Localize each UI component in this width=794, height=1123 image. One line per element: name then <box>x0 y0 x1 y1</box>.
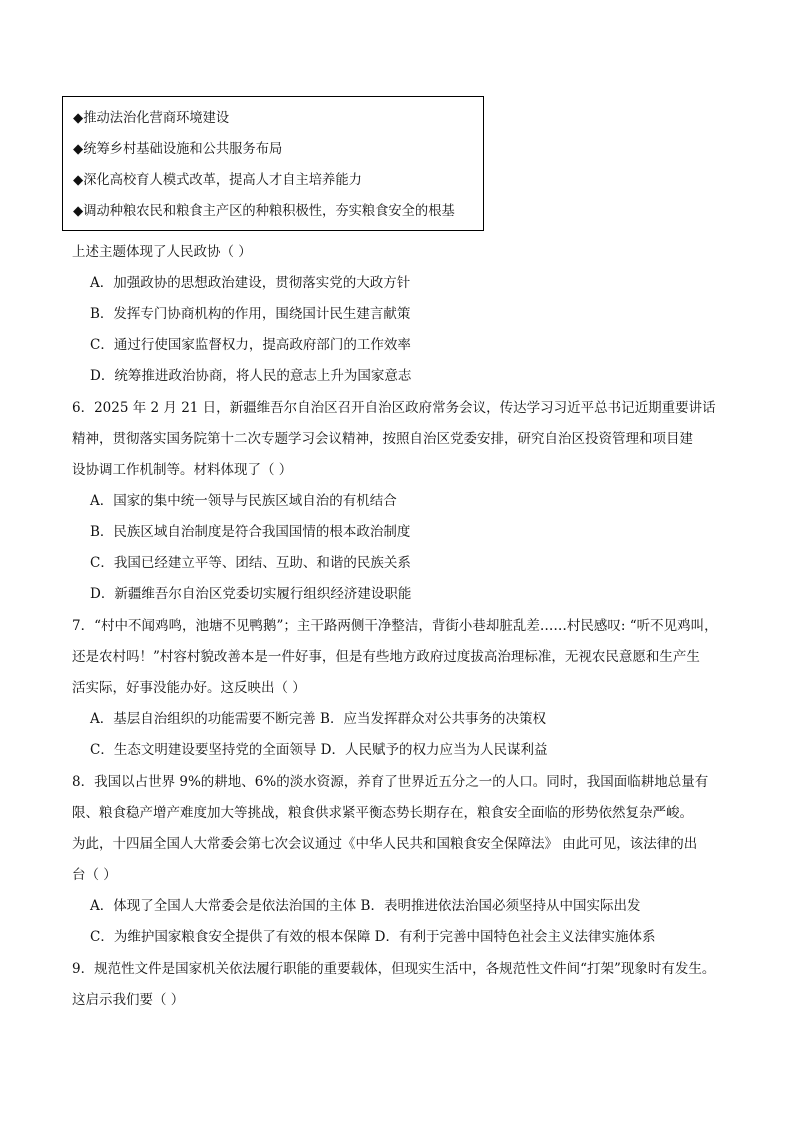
q8-stem-line: 台（ ） <box>72 867 117 883</box>
q5-stem: 上述主题体现了人民政协（ ） <box>72 244 252 260</box>
q5-option-a: A．加强政协的思想政治建设，贯彻落实党的大政方针 <box>90 275 411 291</box>
q8-stem-line: 8．我国以占世界 9%的耕地、6%的淡水资源，养育了世界近五分之一的人口。同时，我国面临耕地总量有 <box>72 774 709 790</box>
q6-option-d: D．新疆维吾尔自治区党委切实履行组织经济建设职能 <box>90 586 412 602</box>
q6-stem-line: 设协调工作机制等。材料体现了（ ） <box>72 462 293 478</box>
q7-options-cd: C．生态文明建设要坚持党的全面领导 D．人民赋予的权力应当为人民谋利益 <box>90 742 548 758</box>
q7-stem-line: 7．“村中不闻鸡鸣，池塘不见鸭鹅”；主干路两侧干净整洁，背街小巷却脏乱差……村民感叹: “听不见鸡叫， <box>72 618 718 634</box>
theme-item: ◆调动种粮农民和粮食主产区的种粮积极性，夯实粮食安全的根基 <box>73 203 455 219</box>
q6-option-a: A．国家的集中统一领导与民族区域自治的有机结合 <box>90 493 397 509</box>
q8-options-cd: C．为维护国家粮食安全提供了有效的根本保障 D．有利于完善中国特色社会主义法律实施体系 <box>90 929 656 945</box>
q8-options-ab: A．体现了全国人大常委会是依法治国的主体 B．表明推进依法治国必须坚持从中国实际出发 <box>90 898 641 914</box>
q8-stem-line: 限、粮食稳产增产难度加大等挑战，粮食供求紧平衡态势长期存在，粮食安全面临的形势依然复杂严峻。 <box>72 805 693 821</box>
q6-option-c: C．我国已经建立平等、团结、互助、和谐的民族关系 <box>90 555 411 571</box>
theme-item: ◆推动法治化营商环境建设 <box>73 110 230 126</box>
q7-options-ab: A．基层自治组织的功能需要不断完善 B．应当发挥群众对公共事务的决策权 <box>90 711 546 727</box>
q7-stem-line: 还是农村吗！”村容村貌改善本是一件好事，但是有些地方政府过度拔高治理标准，无视农民意愿和生产生 <box>72 649 700 665</box>
theme-item: ◆深化高校育人模式改革，提高人才自主培养能力 <box>73 172 362 188</box>
q8-stem-line: 为此，十四届全国人大常委会第七次会议通过《中华人民共和国粮食安全保障法》 由此可见，该法律的出 <box>72 836 698 852</box>
q6-option-b: B．民族区域自治制度是符合我国国情的根本政治制度 <box>90 524 411 540</box>
q9-stem-line: 这启示我们要（ ） <box>72 992 185 1008</box>
q5-option-c: C．通过行使国家监督权力，提高政府部门的工作效率 <box>90 337 411 353</box>
q7-stem-line: 活实际，好事没能办好。这反映出（ ） <box>72 680 306 696</box>
q9-stem-line: 9．规范性文件是国家机关依法履行职能的重要载体，但现实生活中，各规范性文件间“打架”现象时有发生。 <box>72 961 716 977</box>
q6-stem-line: 精神，贯彻落实国务院第十二次专题学习会议精神，按照自治区党委安排，研究自治区投资管理和项目建 <box>72 431 693 447</box>
theme-item: ◆统筹乡村基础设施和公共服务布局 <box>73 141 283 157</box>
q5-option-d: D．统筹推进政治协商，将人民的意志上升为国家意志 <box>90 368 412 384</box>
q5-option-b: B．发挥专门协商机构的作用，围绕国计民生建言献策 <box>90 306 411 322</box>
theme-box <box>62 96 484 231</box>
q6-stem-line: 6．2025 年 2 月 21 日，新疆维吾尔自治区召开自治区政府常务会议，传达学习习近平总书记近期重要讲话 <box>72 400 716 416</box>
